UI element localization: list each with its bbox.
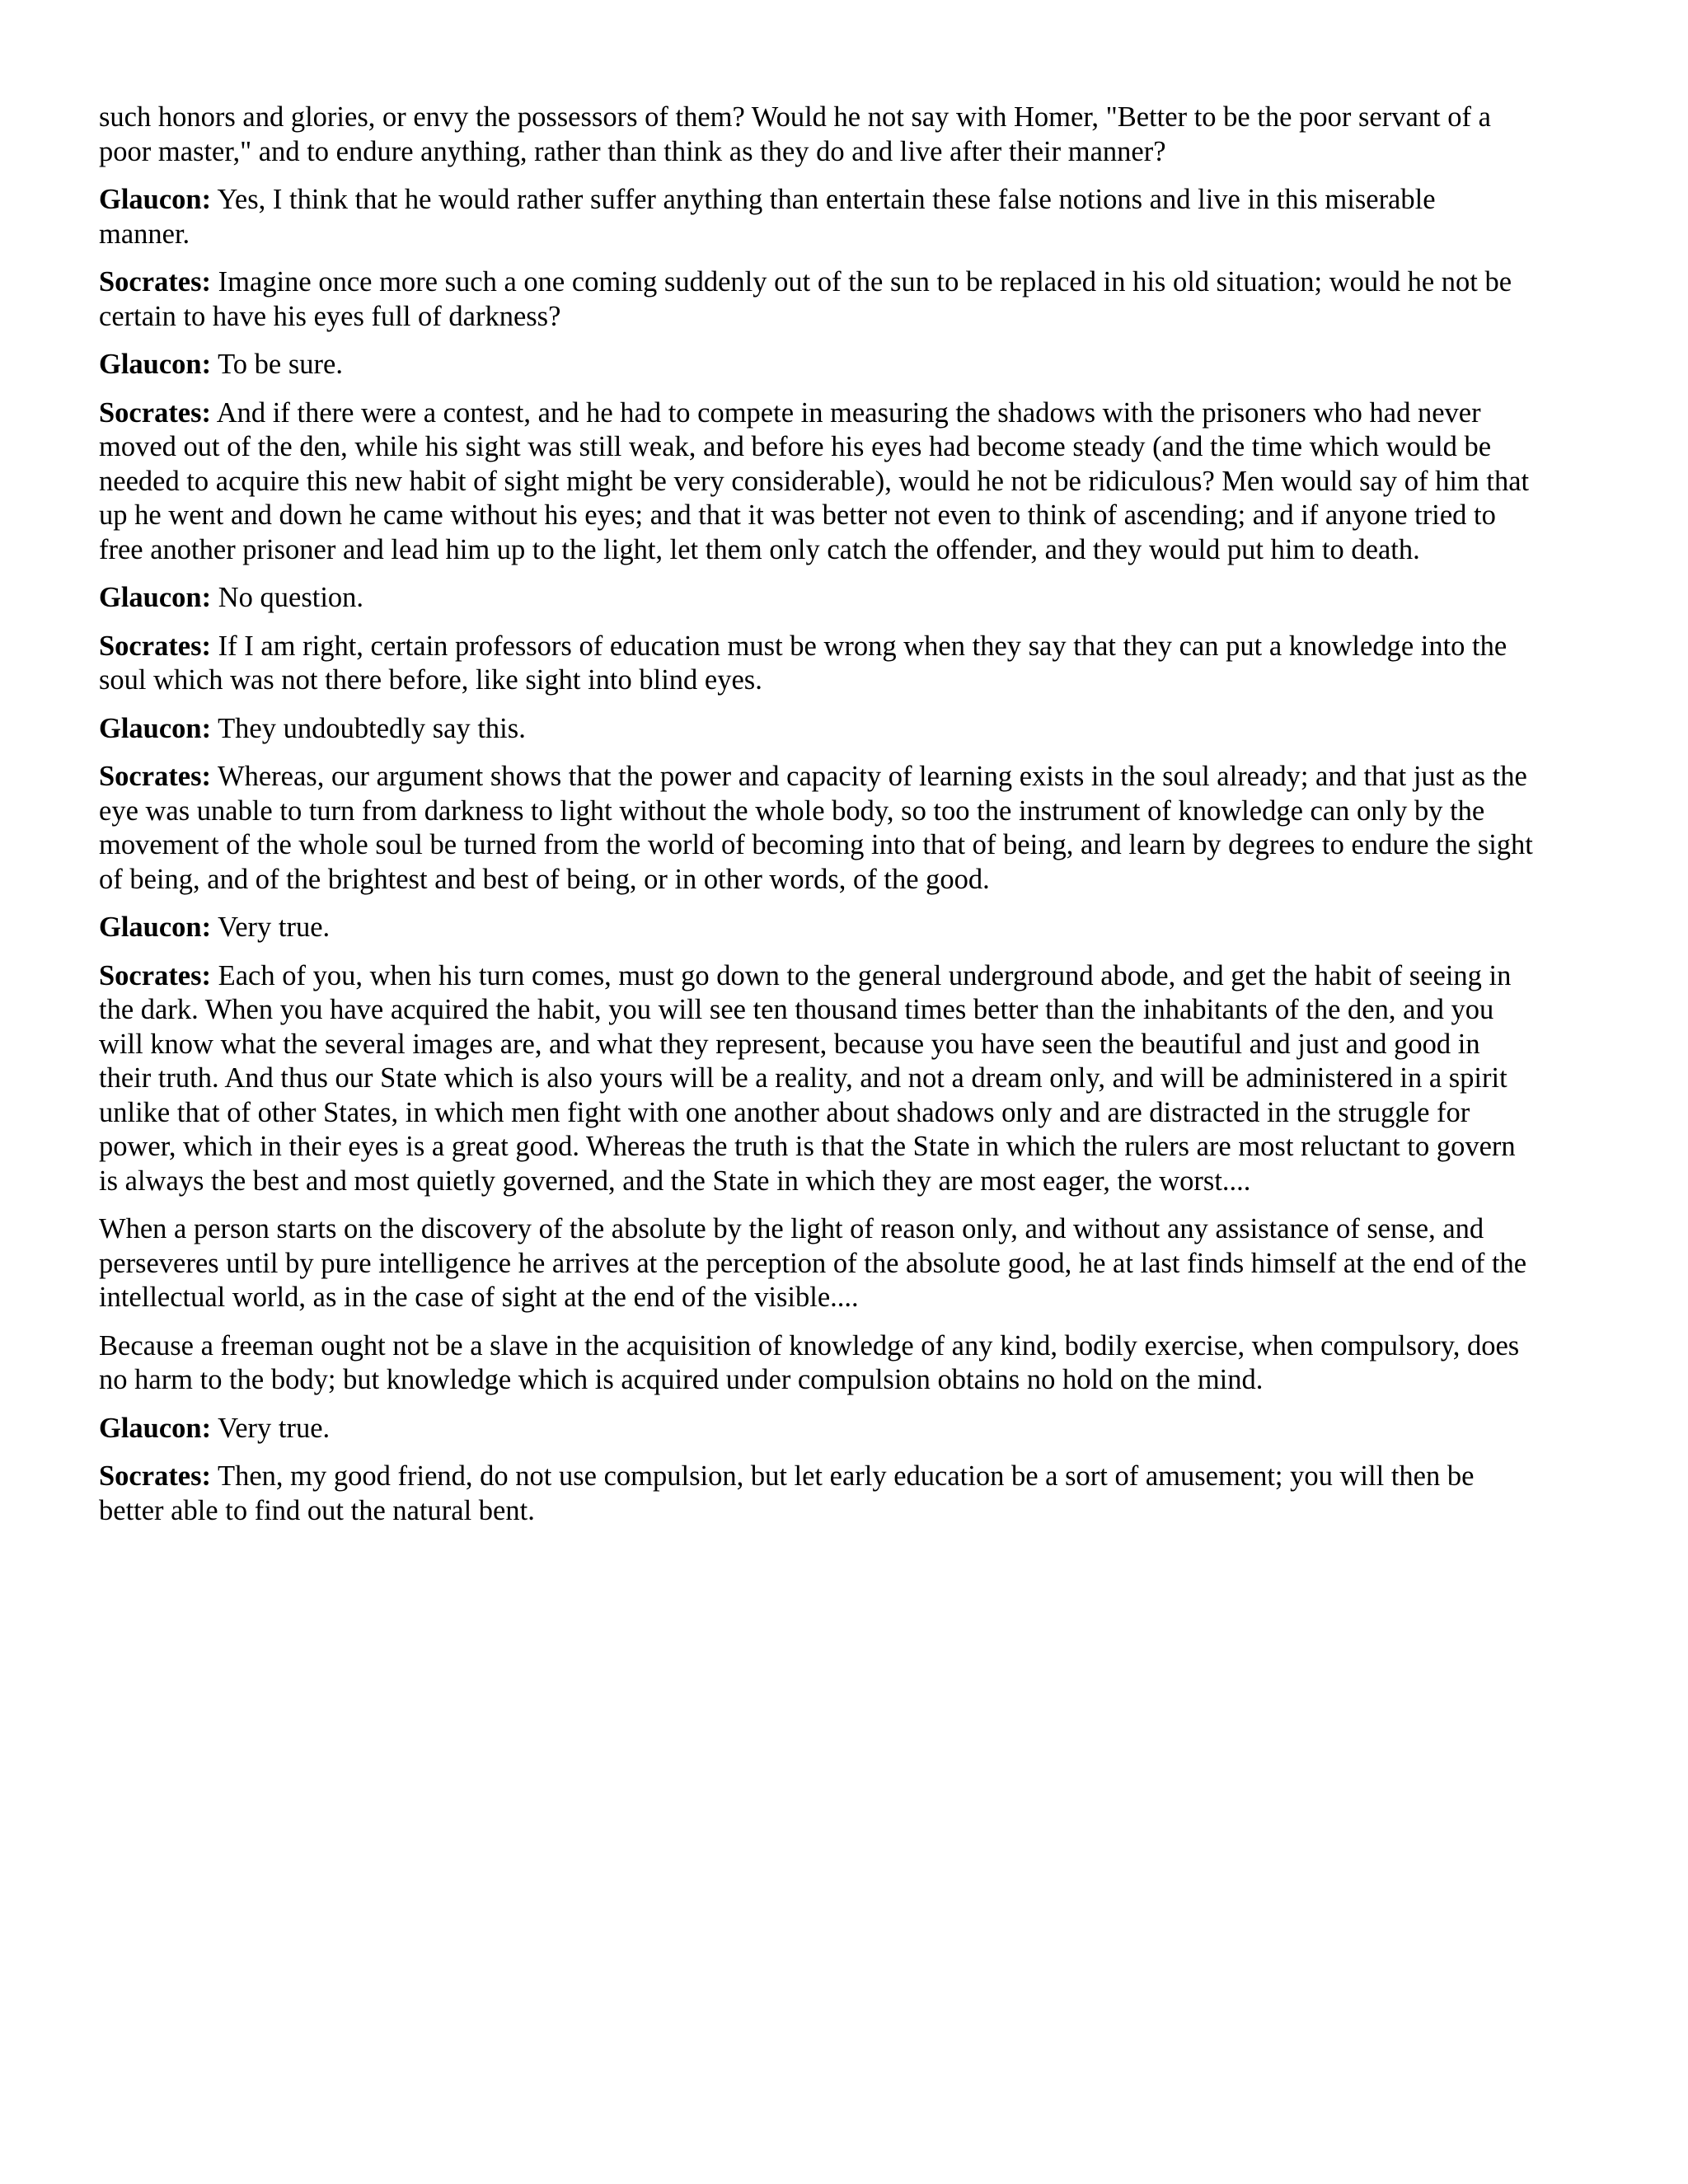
- paragraph-text: such honors and glories, or envy the possessors of them? Would he not say with Homer, "Better to be the poor servant of a poor master," and to endure anything, rather than think as they do and live after their manner?: [99, 101, 1491, 167]
- paragraph: [99, 1212, 1533, 1315]
- speaker-label: Glaucon:: [99, 712, 212, 744]
- speaker-label: Socrates:: [99, 1460, 212, 1492]
- paragraph: [99, 760, 1533, 897]
- paragraph-text: Yes, I think that he would rather suffer anything than entertain these false notions and live in this miserable manner.: [99, 184, 1436, 250]
- paragraph: [99, 396, 1533, 568]
- paragraph: [99, 1460, 1533, 1528]
- paragraph-text: Very true.: [211, 912, 331, 943]
- speaker-label: Socrates:: [99, 396, 212, 429]
- paragraph-text: Each of you, when his turn comes, must go down to the general underground abode, and get the habit of seeing in the dark. When you have acquired the habit, you will see ten thousand times better than the inhabitants of the den, and you will know what the several images are, and what they represent, because you have seen the beautiful and just and good in their truth. And thus our State which is also yours will be a reality, and not a dream only, and will be administered in a spirit unlike that of other States, in which men fight with one another about shadows only and are distracted in the struggle for power, which in their eyes is a great good. Whereas the truth is that the State in which the rulers are most reluctant to govern is always the best and most quietly governed, and the State in which they are most eager, the worst....: [99, 959, 1516, 1197]
- paragraph: [99, 183, 1533, 251]
- paragraph: [99, 911, 1533, 945]
- paragraph: [99, 348, 1533, 382]
- paragraph: [99, 1329, 1533, 1398]
- paragraph-text: To be sure.: [211, 349, 343, 380]
- paragraph-text: Imagine once more such a one coming suddenly out of the sun to be replaced in his old situation; would he not be certain to have his eyes full of darkness?: [99, 266, 1512, 332]
- paragraph-text: Very true.: [211, 1412, 331, 1444]
- paragraph-text: If I am right, certain professors of education must be wrong when they say that they can put a knowledge into the soul which was not there before, like sight into blind eyes.: [99, 630, 1507, 696]
- paragraph-text: When a person starts on the discovery of the absolute by the light of reason only, and without any assistance of sense, and perseveres until by pure intelligence he arrives at the perception of the absolute good, he at last finds himself at the end of the intellectual world, as in the case of sight at the end of the visible....: [99, 1213, 1527, 1313]
- paragraph: [99, 265, 1533, 334]
- paragraph-text: And if there were a contest, and he had to compete in measuring the shadows with the prisoners who had never moved out of the den, while his sight was still weak, and before his eyes had become steady (and the time which would be needed to acquire this new habit of sight might be very considerable), would he not be ridiculous? Men would say of him that up he went and down he came without his eyes; and that it was better not even to think of ascending; and if anyone tried to free another prisoner and lead him up to the light, let them only catch the offender, and they would put him to death.: [99, 396, 1530, 565]
- speaker-label: Socrates:: [99, 959, 212, 991]
- paragraph: [99, 712, 1533, 747]
- paragraph-text: Whereas, our argument shows that the power and capacity of learning exists in the soul already; and that just as the eye was unable to turn from darkness to light without the whole body, so too the instrument of knowledge can only by the movement of the whole soul be turned from the world of becoming into that of being, and learn by degrees to endure the sight of being, and of the brightest and best of being, or in other words, of the good.: [99, 761, 1533, 895]
- paragraph: [99, 581, 1533, 616]
- document-page: [99, 101, 1533, 1542]
- speaker-label: Socrates:: [99, 266, 212, 298]
- paragraph: [99, 1412, 1533, 1446]
- speaker-label: Glaucon:: [99, 912, 212, 943]
- paragraph-text: Because a freeman ought not be a slave in the acquisition of knowledge of any kind, bodily exercise, when compulsory, does no harm to the body; but knowledge which is acquired under compulsion obtains no hold on the mind.: [99, 1329, 1520, 1395]
- speaker-label: Socrates:: [99, 761, 212, 792]
- paragraph: [99, 630, 1533, 698]
- paragraph: [99, 101, 1533, 169]
- speaker-label: Glaucon:: [99, 184, 212, 215]
- paragraph-text: They undoubtedly say this.: [211, 712, 526, 744]
- paragraph: [99, 959, 1533, 1199]
- speaker-label: Glaucon:: [99, 1412, 212, 1444]
- paragraph-text: Then, my good friend, do not use compulsion, but let early education be a sort of amusement; you will then be better able to find out the natural bent.: [99, 1460, 1475, 1526]
- speaker-label: Glaucon:: [99, 582, 212, 613]
- speaker-label: Glaucon:: [99, 349, 212, 380]
- speaker-label: Socrates:: [99, 630, 212, 662]
- paragraph-text: No question.: [211, 582, 364, 613]
